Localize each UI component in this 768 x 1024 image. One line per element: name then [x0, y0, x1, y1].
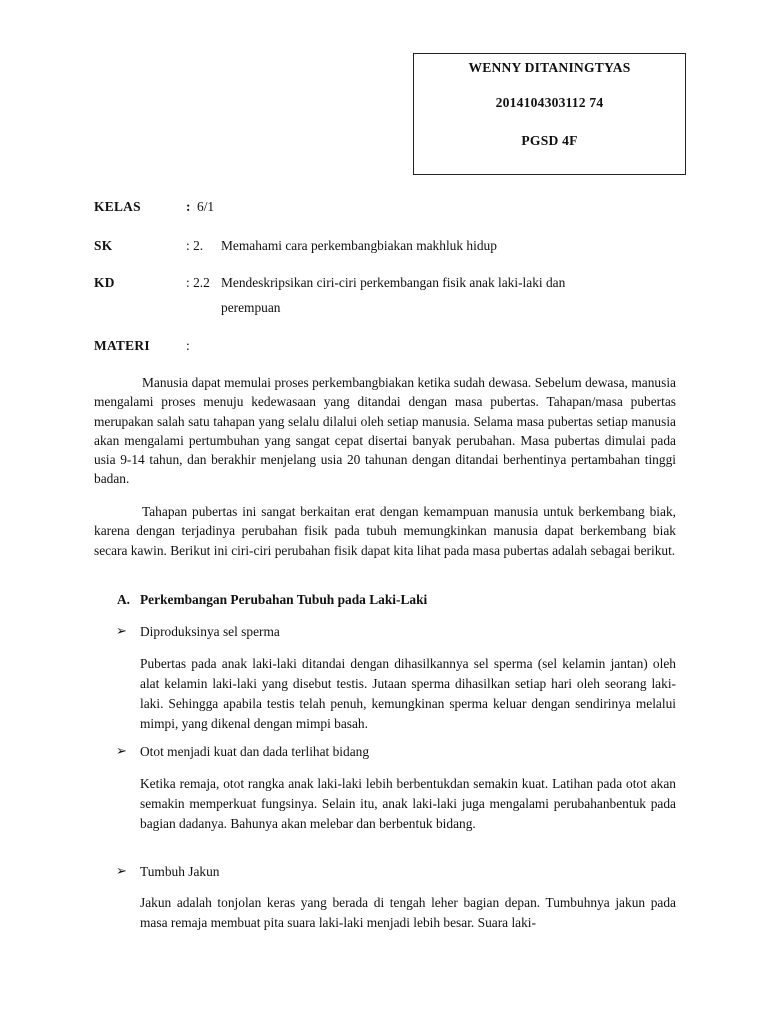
- student-class: PGSD 4F: [521, 133, 578, 148]
- student-nim: 2014104303112 74: [495, 95, 604, 110]
- paragraph-puberty: Tahapan pubertas ini sangat berkaitan erat dengan kemampuan manusia untuk berkembang biak, karena dengan terjadinya perubahan fisik pada tubuh memungkinkan manusia dapat berkembang biak secara kawin. Berikut ini ciri-ciri perubahan fisik dapat kita lihat pada masa pubertas adalah sebagai berikut.: [94, 504, 676, 558]
- sk-value: Memahami cara perkembangbiakan makhluk hidup: [221, 238, 497, 253]
- section-a-title: Perkembangan Perubahan Tubuh pada Laki-Laki: [140, 592, 428, 607]
- arrow-bullet-icon: ➢: [116, 864, 127, 879]
- kd-value-line2: perempuan: [221, 300, 281, 315]
- item-heading: Diproduksinya sel sperma: [140, 624, 280, 639]
- section-a-marker: A.: [117, 592, 131, 607]
- arrow-bullet-icon: ➢: [116, 744, 127, 759]
- item-heading: Tumbuh Jakun: [140, 864, 220, 879]
- item-text: Pubertas pada anak laki-laki ditandai dengan dihasilkannya sel sperma (sel kelamin jantan) oleh alat kelamin laki-laki yang disebut testis. Jutaan sperma dihasilkan setiap hari oleh seorang laki-laki. Sehingga apabila testis telah penuh, kemungkinan sperma keluar dengan sendirinya melalui mimpi, yang dikenal dengan mimpi basah.: [140, 656, 676, 731]
- student-name: WENNY DITANINGTYAS: [468, 60, 631, 75]
- paragraph-intro: Manusia dapat memulai proses perkembangbiakan ketika sudah dewasa. Sebelum dewasa, manusia mengalami proses menuju kedewasaan yang ditandai dengan masa pubertas. Tahapan/masa pubertas merupakan salah satu tahapan yang selalu dilalui oleh setiap manusia. Selama masa pubertas setiap manusia akan mengalami pertumbuhan yang sangat cepat disertai banyak perubahan. Masa pubertas dimulai pada usia 9-14 tahun, dan berakhir menjelang usia 20 tahunan dengan ditandai berhentinya pertambahan tinggi badan.: [94, 375, 676, 487]
- item-heading: Otot menjadi kuat dan dada terlihat bidang: [140, 744, 370, 759]
- kelas-value: 6/1: [197, 199, 215, 214]
- kelas-colon: :: [186, 199, 191, 214]
- kd-label: KD: [94, 275, 115, 290]
- arrow-bullet-icon: ➢: [116, 624, 127, 639]
- sk-number: : 2.: [186, 238, 204, 253]
- kd-number: : 2.2: [186, 275, 210, 290]
- materi-label: MATERI: [94, 338, 150, 353]
- materi-colon: :: [186, 338, 190, 353]
- kd-value-line1: Mendeskripsikan ciri-ciri perkembangan fisik anak laki-laki dan: [221, 275, 566, 290]
- item-text: Jakun adalah tonjolan keras yang berada di tengah leher bagian depan. Tumbuhnya jakun pada masa remaja membuat pita suara laki-laki menjadi lebih besar. Suara laki-: [140, 895, 676, 930]
- sk-label: SK: [94, 238, 113, 253]
- item-text: Ketika remaja, otot rangka anak laki-laki lebih berbentukdan semakin kuat. Latihan pada otot akan semakin memperkuat fungsinya. Selain itu, anak laki-laki juga mengalami perubahanbentuk pada bagian dadanya. Bahunya akan melebar dan berbentuk bidang.: [140, 776, 676, 831]
- student-identity-box: [413, 53, 686, 175]
- kelas-label: KELAS: [94, 199, 141, 214]
